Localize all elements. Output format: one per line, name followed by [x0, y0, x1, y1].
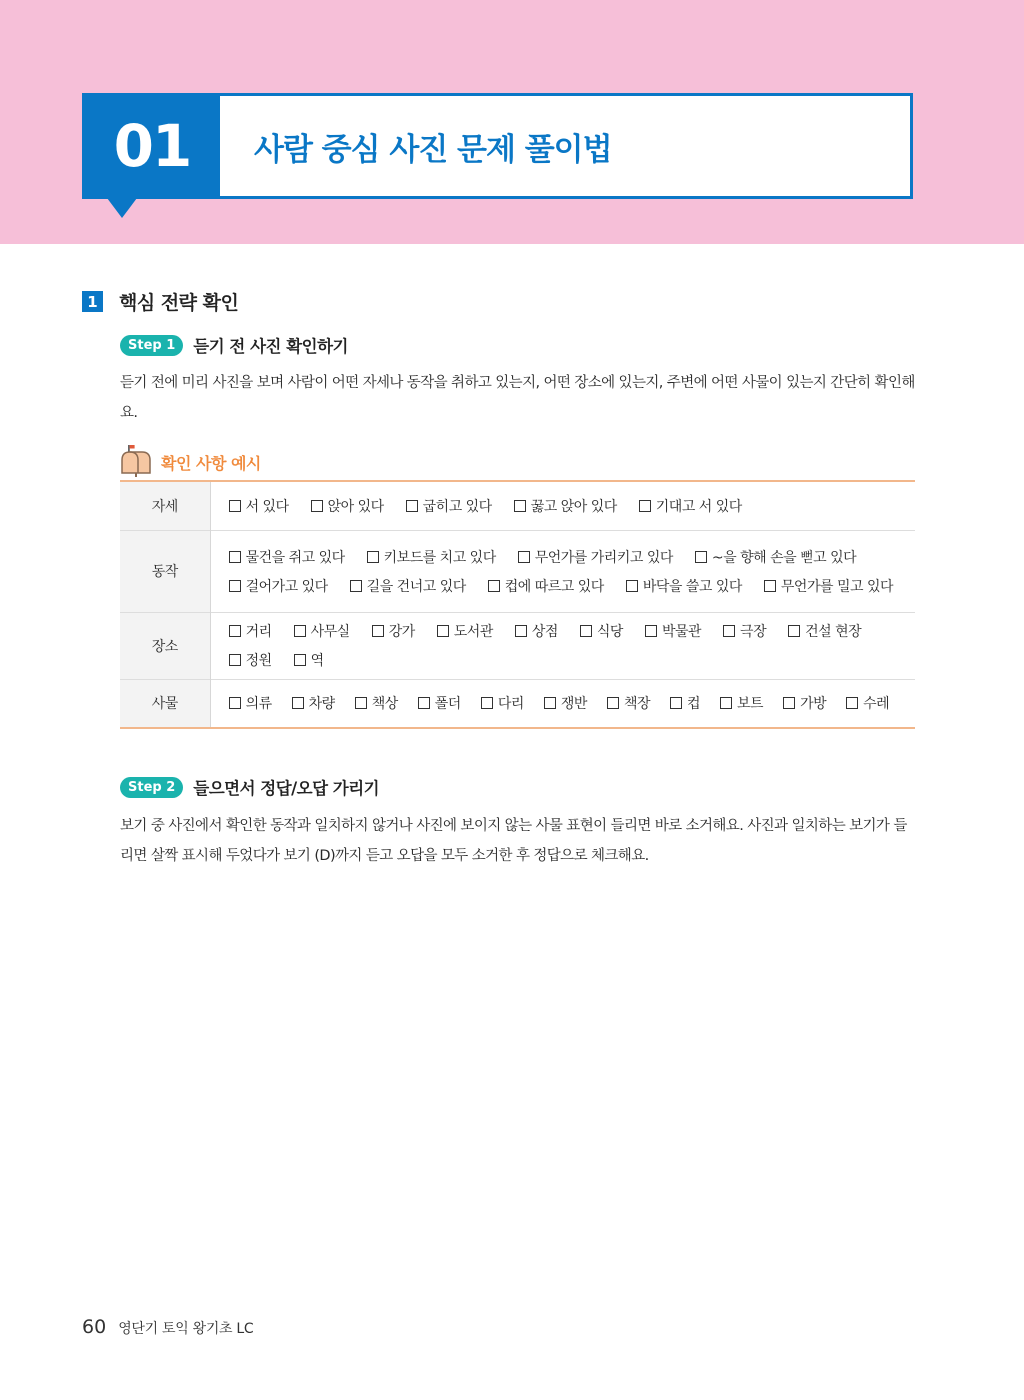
checkbox-option[interactable]: 키보드를 치고 있다 [367, 547, 496, 567]
step1-title: 듣기 전 사진 확인하기 [193, 337, 348, 356]
example-heading [120, 443, 261, 481]
checkbox-option[interactable]: 보트 [720, 693, 763, 713]
checkbox-icon[interactable] [229, 625, 241, 637]
checkbox-option[interactable]: 컵 [670, 693, 700, 713]
checkbox-icon[interactable] [229, 500, 241, 512]
checkbox-icon[interactable] [418, 697, 430, 709]
checkbox-icon[interactable] [406, 500, 418, 512]
checkbox-icon[interactable] [670, 697, 682, 709]
checkbox-icon[interactable] [292, 697, 304, 709]
checkbox-icon[interactable] [229, 580, 241, 592]
row-header: 동작 [120, 530, 210, 612]
checkbox-icon[interactable] [294, 625, 306, 637]
checkbox-icon[interactable] [723, 625, 735, 637]
checkbox-option[interactable]: 사무실 [294, 621, 350, 641]
checkbox-icon[interactable] [350, 580, 362, 592]
checkbox-option[interactable]: 상점 [515, 621, 558, 641]
checkbox-icon[interactable] [355, 697, 367, 709]
checkbox-icon[interactable] [488, 580, 500, 592]
checkbox-icon[interactable] [607, 697, 619, 709]
checkbox-icon[interactable] [518, 551, 530, 563]
checkbox-option[interactable]: 컵에 따르고 있다 [488, 576, 604, 596]
checkbox-icon[interactable] [229, 654, 241, 666]
table-row [120, 481, 915, 530]
checkbox-icon[interactable] [639, 500, 651, 512]
checkbox-option[interactable]: 강가 [372, 621, 415, 641]
row-header: 장소 [120, 612, 210, 679]
row-header: 사물 [120, 679, 210, 728]
checkbox-option[interactable]: 길을 건너고 있다 [350, 576, 466, 596]
checkbox-icon[interactable] [481, 697, 493, 709]
checkbox-icon[interactable] [229, 697, 241, 709]
table-row [120, 530, 915, 612]
checkbox-icon[interactable] [720, 697, 732, 709]
section-number: 1 [82, 291, 103, 312]
checkbox-option[interactable]: 무언가를 가리키고 있다 [518, 547, 673, 567]
step1-heading [120, 333, 348, 357]
checkbox-option[interactable]: 식당 [580, 621, 623, 641]
section-title: 핵심 전략 확인 [119, 292, 239, 314]
checkbox-option[interactable]: 책상 [355, 693, 398, 713]
checkbox-icon[interactable] [311, 500, 323, 512]
checkbox-option[interactable]: 기대고 서 있다 [639, 496, 742, 516]
checkbox-option[interactable]: 건설 현장 [788, 621, 861, 641]
chapter-title-box [220, 93, 913, 199]
checkbox-option[interactable]: 책장 [607, 693, 650, 713]
section-heading [82, 288, 238, 315]
checkbox-icon[interactable] [372, 625, 384, 637]
checkbox-icon[interactable] [645, 625, 657, 637]
checkbox-option[interactable]: 극장 [723, 621, 766, 641]
checkbox-icon[interactable] [544, 697, 556, 709]
checkbox-icon[interactable] [580, 625, 592, 637]
checkbox-option[interactable]: 정원 [229, 650, 272, 670]
checkbox-option[interactable]: 꿇고 앉아 있다 [514, 496, 617, 516]
step2-heading [120, 775, 379, 799]
checkbox-icon[interactable] [294, 654, 306, 666]
chapter-title: 사람 중심 사진 문제 풀이법 [254, 131, 612, 168]
step1-paragraph: 듣기 전에 미리 사진을 보며 사람이 어떤 자세나 동작을 취하고 있는지, 어떤 장소에 있는지, 주변에 어떤 사물이 있는지 간단히 확인해요. [120, 375, 915, 421]
page-number: 60 [82, 1316, 107, 1338]
checkbox-option[interactable]: 물건을 쥐고 있다 [229, 547, 345, 567]
checkbox-option[interactable]: 바닥을 쓸고 있다 [626, 576, 742, 596]
row-header: 자세 [120, 481, 210, 530]
checkbox-option[interactable]: ~을 향해 손을 뻗고 있다 [695, 547, 856, 567]
checkbox-option[interactable]: 굽히고 있다 [406, 496, 492, 516]
row-items [210, 530, 915, 612]
checkbox-option[interactable]: 차량 [292, 693, 335, 713]
page-footer [82, 1316, 253, 1338]
checkbox-icon[interactable] [783, 697, 795, 709]
checklist-table [120, 480, 915, 729]
step2-badge: Step 2 [120, 777, 183, 798]
checkbox-option[interactable]: 거리 [229, 621, 272, 641]
chapter-number: 01 [82, 93, 222, 199]
checkbox-option[interactable]: 걸어가고 있다 [229, 576, 328, 596]
checkbox-option[interactable]: 도서관 [437, 621, 493, 641]
checkbox-icon[interactable] [846, 697, 858, 709]
mailbox-icon [120, 443, 152, 481]
step2-title: 들으면서 정답/오답 가리기 [193, 779, 380, 798]
row-items [210, 481, 915, 530]
checkbox-icon[interactable] [626, 580, 638, 592]
step1-badge: Step 1 [120, 335, 183, 356]
checkbox-icon[interactable] [367, 551, 379, 563]
checkbox-option[interactable]: 박물관 [645, 621, 701, 641]
table-row [120, 612, 915, 679]
checkbox-option[interactable]: 수레 [846, 693, 889, 713]
checkbox-option[interactable]: 의류 [229, 693, 272, 713]
checkbox-option[interactable]: 앉아 있다 [311, 496, 384, 516]
checkbox-option[interactable]: 쟁반 [544, 693, 587, 713]
checkbox-icon[interactable] [229, 551, 241, 563]
checkbox-option[interactable]: 무언가를 밀고 있다 [764, 576, 893, 596]
step2-paragraph: 보기 중 사진에서 확인한 동작과 일치하지 않거나 사진에 보이지 않는 사물 표현이 들리면 바로 소거해요. 사진과 일치하는 보기가 들리면 살짝 표시해 두었다가 보기 (D)까지 듣고 오답을 모두 소거한 후 정답으로 체크해요. [120, 818, 907, 864]
checkbox-icon[interactable] [437, 625, 449, 637]
checkbox-option[interactable]: 역 [294, 650, 324, 670]
checkbox-option[interactable]: 다리 [481, 693, 524, 713]
chapter-number-pointer [107, 198, 137, 218]
checkbox-option[interactable]: 폴더 [418, 693, 461, 713]
table-row [120, 679, 915, 728]
checkbox-icon[interactable] [764, 580, 776, 592]
checkbox-option[interactable]: 가방 [783, 693, 826, 713]
checkbox-icon[interactable] [695, 551, 707, 563]
row-items [210, 612, 915, 679]
row-items [210, 679, 915, 728]
checkbox-icon[interactable] [788, 625, 800, 637]
checkbox-icon[interactable] [514, 500, 526, 512]
checkbox-option[interactable]: 서 있다 [229, 496, 289, 516]
checkbox-icon[interactable] [515, 625, 527, 637]
book-title: 영단기 토익 왕기초 LC [118, 1321, 254, 1337]
example-title: 확인 사항 예시 [161, 453, 261, 473]
